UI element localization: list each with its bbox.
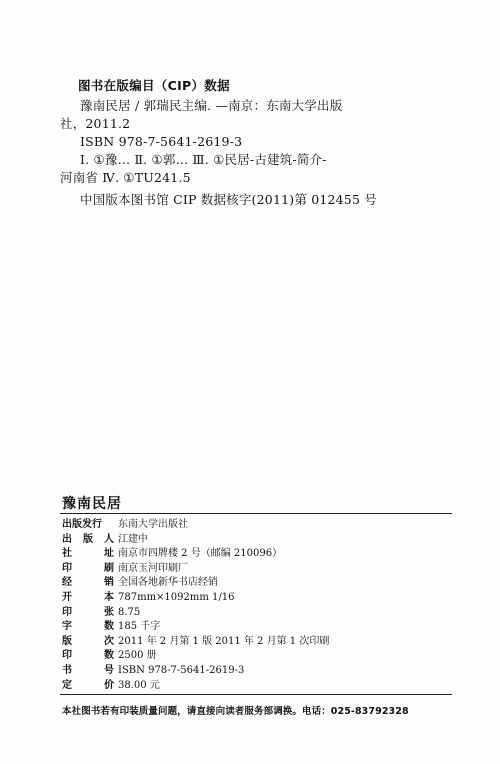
info-label-part: 本 [104, 592, 114, 603]
cip-line: ISBN 978-7-5641-2619-3 [80, 134, 243, 149]
info-label-part: 字 [62, 621, 72, 633]
info-label-part: 出版发行 [62, 519, 102, 530]
cip-line: Ⅰ. ①豫… Ⅱ. ①郭… Ⅲ. ①民居-古建筑-简介- [80, 152, 327, 167]
info-label-part: 印 [62, 650, 72, 662]
info-value: 东南大学出版社 [118, 519, 188, 530]
cip-line: 河南省 Ⅳ. ①TU241.5 [60, 170, 191, 185]
info-label [62, 546, 114, 562]
cip-data-approval-number: 中国版本图书馆 CIP 数据核字(2011)第 012455 号 [80, 192, 377, 207]
info-label [62, 678, 114, 694]
info-label-part: 号 [104, 665, 114, 676]
info-label-part: 社 [62, 548, 72, 560]
info-label-part: 版 [62, 635, 72, 647]
info-value: 南京市四牌楼 2 号（邮编 210096） [118, 548, 283, 560]
cip-line: 豫南民居 / 郭瑞民主编. —南京：东南大学出版 [80, 98, 343, 113]
info-value: ISBN 978-7-5641-2619-3 [118, 665, 245, 676]
info-label [62, 517, 114, 533]
info-label-part: 价 [104, 679, 114, 691]
info-label-part: 刷 [104, 562, 114, 574]
info-value: 2500 册 [118, 650, 157, 662]
info-label-part: 人 [104, 533, 114, 545]
info-label [62, 532, 114, 548]
divider-top [60, 513, 452, 514]
info-label [62, 561, 114, 577]
info-label-part: 数 [104, 650, 114, 662]
info-label-part: 数 [104, 621, 114, 633]
cip-heading: 图书在版编目（CIP）数据 [78, 78, 230, 93]
info-label-part: 张 [104, 606, 114, 618]
info-label-part: 印 [62, 562, 72, 574]
footer-note: 本社图书若有印装质量问题，请直接向读者服务部调换。电话：025-83792328 [62, 706, 409, 717]
info-value: 全国各地新华书店经销 [118, 577, 218, 589]
info-value: 787mm×1092mm 1/16 [118, 592, 235, 603]
info-label-part: 版 [83, 533, 93, 545]
info-label-part: 书 [62, 665, 72, 676]
info-label [62, 590, 114, 606]
info-label [62, 663, 114, 679]
cip-line: 社，2011.2 [60, 116, 131, 131]
info-label-part: 址 [104, 548, 114, 560]
divider-bottom [60, 694, 452, 695]
info-label-part: 定 [62, 679, 72, 691]
info-label-part: 销 [104, 577, 114, 589]
info-label-part: 印 [62, 606, 72, 618]
info-label [62, 648, 114, 664]
info-value: 2011 年 2 月第 1 版 2011 年 2 月第 1 次印刷 [118, 635, 330, 647]
info-label [62, 634, 114, 650]
info-label-part: 开 [62, 592, 72, 603]
info-label [62, 575, 114, 591]
info-value: 8.75 [118, 606, 141, 618]
info-value: 江建中 [118, 533, 148, 545]
info-label-part: 出 [62, 533, 72, 545]
info-label [62, 605, 114, 621]
info-value: 185 千字 [118, 621, 161, 633]
book-title: 豫南民居 [62, 496, 122, 512]
info-label [62, 619, 114, 635]
info-label-part: 经 [62, 577, 72, 589]
info-label-part: 次 [104, 635, 114, 647]
info-value: 南京玉河印刷厂 [118, 562, 188, 574]
info-value: 38.00 元 [118, 679, 160, 691]
